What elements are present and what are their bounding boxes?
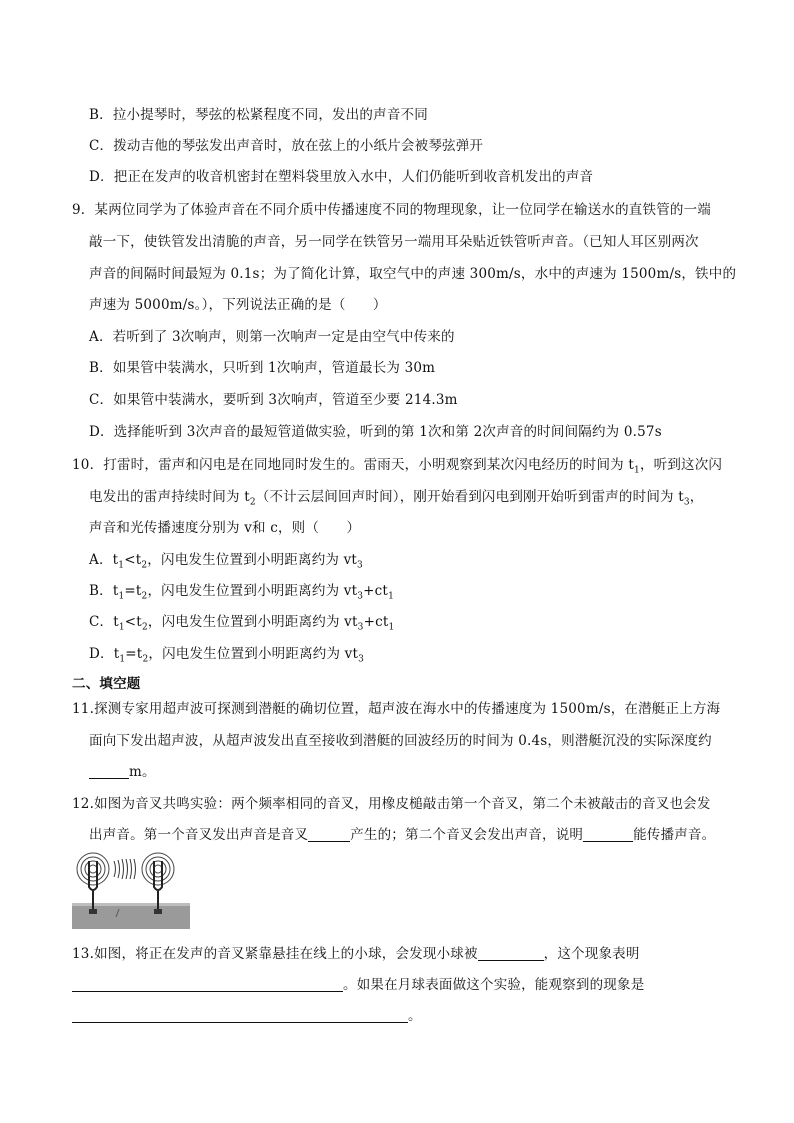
subscript: 1 (388, 622, 395, 633)
subscript: 2 (142, 654, 149, 665)
q10-stem-line2 (89, 485, 703, 508)
q9-option-c: C．如果管中装满水，要听到 3次响声，管道至少要 214.3m (89, 392, 458, 408)
q9-option-a: A．若听到了 3次响声，则第一次响声一定是由空气中传来的 (89, 329, 455, 345)
q10-text: ，听到这次闪 (639, 457, 723, 473)
q10-option-d (89, 642, 364, 665)
opt-text: D．t (89, 646, 120, 662)
q12-answer-blank-2[interactable] (583, 827, 633, 842)
subscript: 1 (118, 560, 125, 571)
opt-text: A．t (89, 552, 119, 568)
q11-answer-blank[interactable] (89, 764, 129, 779)
subscript: 2 (141, 622, 148, 633)
opt-text: =t (125, 646, 143, 662)
q10-text: （不计云层间回声时间），刚开始看到闪电到刚开始听到雷声的时间为 t (255, 489, 684, 505)
q10-text: 电发出的雷声持续时间为 t (89, 489, 250, 505)
section-heading-fill-in: 二、填空题 (72, 676, 141, 692)
opt-text: <t (124, 614, 142, 630)
q10-stem-line3: 声音和光传播速度分别为 v和 c，则（ ） (89, 520, 361, 536)
opt-text: =t (124, 583, 142, 599)
opt-text: <t (124, 552, 142, 568)
opt-text: ，闪电发生位置到小明距离约为 vt (148, 646, 359, 662)
q10-option-c (89, 610, 394, 633)
subscript: 1 (388, 591, 394, 602)
q9-option-d: D．选择能听到 3次声音的最短管道做实验，听到的第 1次和第 2次声音的时间间隔约为 0.57s (89, 424, 662, 440)
opt-text: ，闪电发生位置到小明距离约为 vt (147, 583, 358, 599)
q11-stem-line1: 11.探测专家用超声波可探测到潜艇的确切位置，超声波在海水中的传播速度为 1500m/s，在潜艇正上方海 (72, 701, 721, 717)
q13-stem-line1 (72, 942, 640, 962)
q13-text: 。 (408, 1008, 422, 1024)
subscript: 3 (358, 654, 365, 665)
subscript: 3 (357, 560, 363, 571)
q12-text: 出声音。第一个音叉发出声音是音叉 (89, 827, 309, 843)
q10-text: 10．打雷时，雷声和闪电是在同地同时发生的。雷雨天，小明观察到某次闪电经历的时间为 t (72, 457, 634, 473)
q9-stem-line4: 声速为 5000m/s。），下列说法正确的是（ ） (89, 297, 387, 313)
opt-text: +ct (363, 583, 389, 599)
subscript: 1 (119, 654, 126, 665)
subscript: 1 (634, 465, 640, 476)
q13-stem-line2 (72, 973, 644, 993)
q9-option-b: B．如果管中装满水，只听到 1次响声，管道最长为 30m (89, 360, 436, 376)
q11-stem-line2: 面向下发出超声波，从超声波发出直至接收到潜艇的回波经历的时间为 0.4s，则潜艇沉没的实际深度约 (89, 733, 712, 749)
q12-answer-blank-1[interactable] (308, 827, 350, 842)
opt-text: ，闪电发生位置到小明距离约为 vt (147, 614, 358, 630)
q13-answer-blank-2[interactable] (72, 977, 343, 992)
q12-stem-line1: 12.如图为音叉共鸣实验：两个频率相同的音叉，用橡皮槌敲击第一个音叉，第二个未被敲击的音叉也会发 (72, 796, 711, 812)
q11-stem-line3 (89, 760, 156, 780)
q9-stem-line3: 声音的间隔时间最短为 0.1s；为了简化计算，取空气中的声速 300m/s，水中的声速为 1500m/s，铁中的 (89, 266, 737, 282)
subscript: 1 (118, 622, 125, 633)
tuning-fork-resonance-image (72, 851, 190, 929)
q8-option-c: C．拨动吉他的琴弦发出声音时，放在弦上的小纸片会被琴弦弹开 (89, 138, 484, 154)
q9-stem-line1: 9．某两位同学为了体验声音在不同介质中传播速度不同的物理现象，让一位同学在输送水的直铁管的一端 (72, 202, 711, 218)
opt-text: C．t (89, 614, 119, 630)
subscript: 2 (141, 591, 148, 602)
opt-text: +ct (363, 614, 389, 630)
q12-stem-line2 (89, 823, 715, 843)
subscript: 3 (357, 591, 364, 602)
q13-stem-line3 (72, 1004, 422, 1024)
subscript: 1 (118, 591, 125, 602)
opt-text: ，闪电发生位置到小明距离约为 vt (147, 552, 358, 568)
q13-answer-blank-1[interactable] (478, 946, 544, 961)
q13-answer-blank-3[interactable] (72, 1008, 408, 1023)
q12-text: 能传播声音。 (633, 827, 716, 843)
q9-stem-line2: 敲一下，使铁管发出清脆的声音，另一同学在铁管另一端用耳朵贴近铁管听声音。（已知人耳区别两次 (89, 234, 699, 250)
q12-text: 产生的；第二个音叉会发出声音，说明 (350, 827, 584, 843)
q13-text: 。如果在月球表面做这个实验，能观察到的现象是 (343, 977, 645, 993)
q10-text: ， (689, 489, 704, 505)
opt-text: B．t (89, 583, 119, 599)
q8-option-d: D．把正在发声的收音机密封在塑料袋里放入水中，人们仍能听到收音机发出的声音 (89, 169, 594, 185)
subscript: 2 (141, 560, 148, 571)
q10-option-b (89, 579, 394, 602)
q8-option-b: B．拉小提琴时，琴弦的松紧程度不同，发出的声音不同 (89, 107, 428, 123)
subscript: 3 (683, 497, 690, 508)
subscript: 2 (249, 497, 256, 508)
unit-text: m。 (129, 764, 156, 780)
q10-stem-line1 (72, 453, 722, 476)
q10-option-a (89, 548, 363, 571)
q13-text: 13.如图，将正在发声的音叉紧靠悬挂在线上的小球，会发现小球被 (72, 946, 478, 962)
q13-text: ，这个现象表明 (543, 946, 640, 962)
subscript: 3 (357, 622, 364, 633)
